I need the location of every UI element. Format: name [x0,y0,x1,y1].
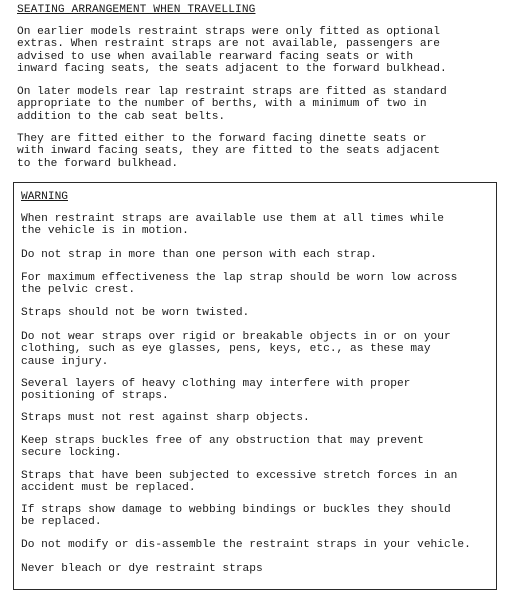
warning-item: For maximum effectiveness the lap strap should be worn low across the pelvic crest. [21,272,458,297]
warning-item: Do not strap in more than one person with each strap. [21,249,377,261]
paragraph-earlier-models: On earlier models restraint straps were only fitted as optional extras. When restraint straps are not available, passengers are advised to use when available rearward facing seats or with inward facing seats, the seats adjacent to the forward bulkhead. [17,26,447,76]
warning-item: Straps that have been subjected to excessive stretch forces in an accident must be replaced. [21,470,458,495]
warning-item: Several layers of heavy clothing may interfere with proper positioning of straps. [21,378,411,403]
warning-title: WARNING [21,191,68,203]
warning-item: Straps should not be worn twisted. [21,307,250,319]
warning-item: If straps show damage to webbing bindings or buckles they should be replaced. [21,504,451,529]
warning-box [13,182,497,590]
warning-item: Do not wear straps over rigid or breakable objects in or on your clothing, such as eye glasses, pens, keys, etc., as these may cause injury. [21,331,451,368]
paragraph-later-models: On later models rear lap restraint straps are fitted as standard appropriate to the number of berths, with a minimum of two in addition to the cab seat belts. [17,86,447,123]
warning-item: Straps must not rest against sharp objects. [21,412,310,424]
warning-item: Never bleach or dye restraint straps [21,563,263,575]
paragraph-fitting-location: They are fitted either to the forward facing dinette seats or with inward facing seats, they are fitted to the seats adjacent to the forward bulkhead. [17,133,440,170]
section-heading: SEATING ARRANGEMENT WHEN TRAVELLING [17,4,256,16]
warning-item: When restraint straps are available use them at all times while the vehicle is in motion. [21,213,444,238]
warning-item: Do not modify or dis-assemble the restraint straps in your vehicle. [21,539,471,551]
warning-item: Keep straps buckles free of any obstruction that may prevent secure locking. [21,435,424,460]
